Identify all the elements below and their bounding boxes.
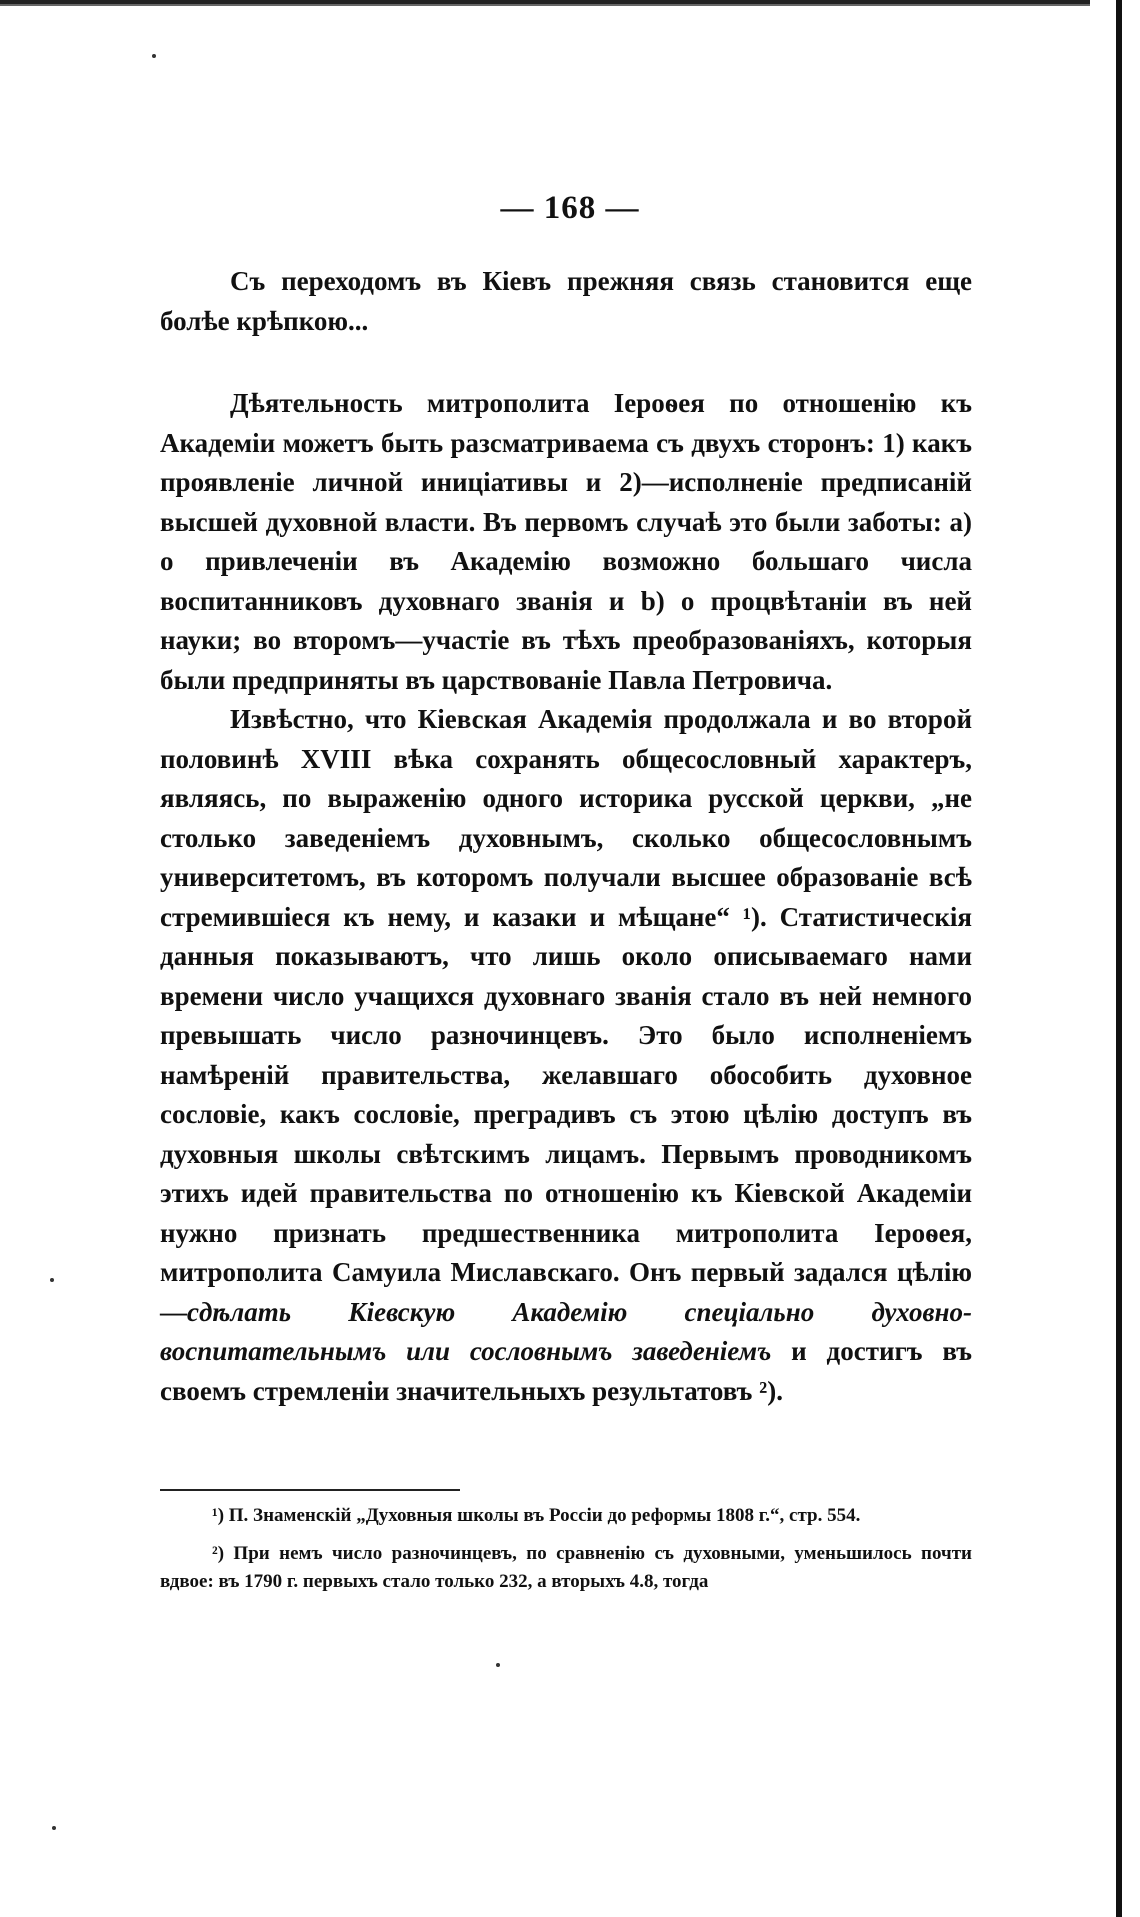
- scan-speck: [152, 54, 156, 58]
- scan-speck: [52, 1826, 56, 1830]
- paragraph-two-italic-emphasis: сдѣлать Кіевскую Академію спеціально духовно-воспитательнымъ или сословнымъ заведеніемъ: [160, 1296, 972, 1366]
- paragraph-one: Дѣятельность митрополита Іероѳея по отношенію къ Академіи можетъ быть разсматриваема съ двухъ сторонъ: 1) какъ проявленіе личной иниціативы и 2)—исполненіе предписаній высшей духовной власти. Въ первомъ случаѣ это были заботы: а) о привлеченіи въ Академію возможно большаго числа воспитанниковъ духовнаго званія и b) о процвѣтаніи въ ней науки; во второмъ—участіе въ тѣхъ преобразованіяхъ, которыя были предприняты въ царствованіе Павла Петровича.: [160, 388, 972, 695]
- scan-speck: [50, 1278, 54, 1282]
- main-text-block: [160, 384, 972, 1411]
- footnote-one: ¹) П. Знаменскій „Духовныя школы въ Россіи до реформы 1808 г.“, стр. 554.: [212, 1505, 861, 1526]
- page-number: — 168 —: [500, 190, 640, 226]
- footnotes-block: [160, 1502, 972, 1606]
- scan-right-edge: [1116, 0, 1122, 1917]
- intro-paragraph: Съ переходомъ въ Кіевъ прежняя связь становится еще болѣе крѣпкою...: [160, 266, 972, 336]
- paragraph-two: [160, 700, 972, 1411]
- scan-speck: [496, 1663, 500, 1667]
- paragraph-two-end: и достигъ въ своемъ стремленіи значительныхъ результатовъ ²).: [160, 1336, 972, 1406]
- scan-top-edge: [0, 0, 1090, 14]
- intro-text-block: [160, 262, 972, 341]
- footnote-divider: [160, 1489, 460, 1491]
- paragraph-two-start: Извѣстно, что Кіевская Академія продолжала и во второй половинѣ XVIII вѣка сохранять общесословный характеръ, являясь, по выраженію одного историка русской церкви, „не столько заведеніемъ духовнымъ, сколько общесословнымъ университетомъ, въ которомъ получали высшее образованіе всѣ стремившіеся къ нему, и казаки и мѣщане“ ¹). Статистическія данныя показываютъ, что лишь около описываемаго нами времени число учащихся духовнаго званія стало въ ней немного превышать число разночинцевъ. Это было исполненіемъ намѣреній правительства, желавшаго обособить духовное сословіе, какъ сословіе, преградивъ съ этою цѣлію доступъ въ духовныя школы свѣтскимъ лицамъ. Первымъ проводникомъ этихъ идей правительства по отношенію къ Кіевской Академіи нужно признать предшественника митрополита Іероѳея, митрополита Самуила Миславскаго. Онъ первый задался цѣлію—: [160, 704, 972, 1327]
- footnote-two: ²) При немъ число разночинцевъ, по сравненію съ духовными, уменьшилось почти вдвое: въ 1790 г. первыхъ стало только 232, а вторыхъ 4.8, тогда: [160, 1543, 972, 1592]
